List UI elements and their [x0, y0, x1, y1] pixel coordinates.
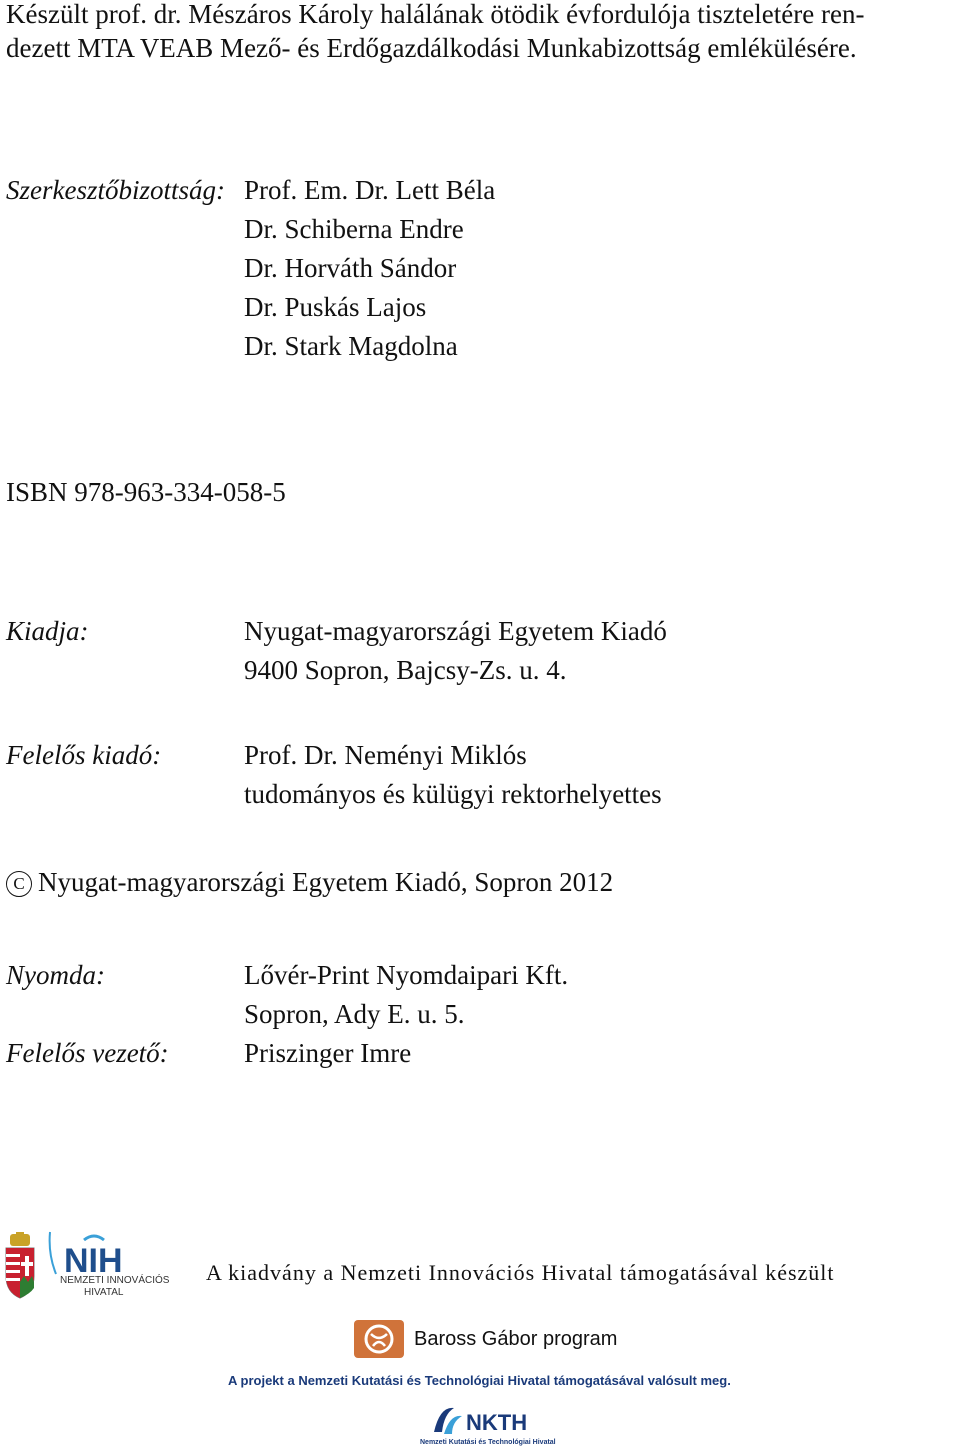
nkth-logo-subtitle: Nemzeti Kutatási és Technológiai Hivatal: [420, 1439, 556, 1446]
publisher-address: 9400 Sopron, Bajcsy-Zs. u. 4.: [244, 655, 567, 685]
baross-logo-icon: [354, 1320, 404, 1358]
editorial-board-member: Dr. Stark Magdolna: [244, 331, 458, 361]
intro-line-2: dezett MTA VEAB Mező- és Erdőgazdálkodási Munkabizottság emlékülésére.: [6, 33, 857, 63]
nih-logo-text: [60, 1275, 169, 1299]
publisher-label: Kiadja:: [6, 616, 89, 646]
support-statement: A kiadvány a Nemzeti Innovációs Hivatal támogatásával készült: [206, 1260, 835, 1285]
responsible-publisher-name: Prof. Dr. Neményi Miklós: [244, 740, 527, 770]
responsible-publisher-label: Felelős kiadó:: [6, 740, 162, 770]
nih-logo: [44, 1228, 154, 1278]
project-support-line: A projekt a Nemzeti Kutatási és Technológiai Hivatal támogatásával valósult meg.: [228, 1373, 731, 1388]
baross-title: Baross Gábor program: [414, 1328, 618, 1350]
copyright-icon: C: [6, 871, 32, 897]
nkth-logo-word: NKTH: [466, 1410, 528, 1435]
editorial-board-label: Szerkesztőbizottság:: [6, 175, 225, 205]
manager-name: Priszinger Imre: [244, 1038, 412, 1068]
printing-address: Sopron, Ady E. u. 5.: [244, 999, 465, 1029]
manager-label: Felelős vezető:: [6, 1038, 169, 1068]
editorial-board-member: Prof. Em. Dr. Lett Béla: [244, 175, 496, 205]
isbn: ISBN 978-963-334-058-5: [6, 477, 286, 507]
copyright-line: [6, 863, 613, 902]
coat-of-arms-icon: [2, 1232, 38, 1302]
nih-logo-word: NIH: [64, 1242, 123, 1278]
publisher-name: Nyugat-magyarországi Egyetem Kiadó: [244, 616, 667, 646]
editorial-board-member: Dr. Schiberna Endre: [244, 214, 464, 244]
printing-label: Nyomda:: [6, 960, 105, 990]
editorial-board-member: Dr. Horváth Sándor: [244, 253, 457, 283]
nkth-logo-icon: [430, 1402, 466, 1438]
copyright-text: Nyugat-magyarországi Egyetem Kiadó, Sopron 2012: [38, 867, 614, 897]
nih-logo-line: HIVATAL: [84, 1287, 124, 1298]
intro-line-1: Készült prof. dr. Mészáros Károly halálának ötödik évfordulója tiszteletére ren-: [6, 0, 865, 29]
nih-logo-line: NEMZETI INNOVÁCIÓS: [60, 1275, 170, 1286]
responsible-publisher-role: tudományos és külügyi rektorhelyettes: [244, 779, 662, 809]
printing-name: Lővér-Print Nyomdaipari Kft.: [244, 960, 569, 990]
editorial-board-member: Dr. Puskás Lajos: [244, 292, 427, 322]
